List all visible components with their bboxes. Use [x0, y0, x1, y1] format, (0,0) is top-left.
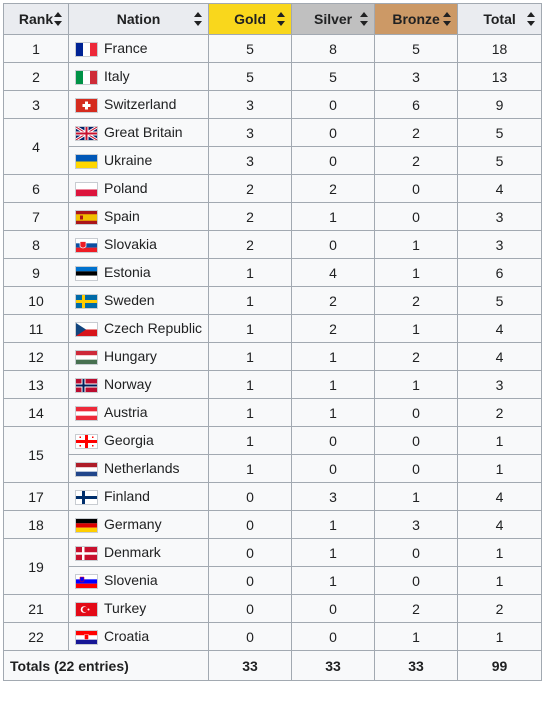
gold-cell: 0: [209, 595, 292, 623]
silver-cell: 2: [292, 287, 375, 315]
bronze-cell: 0: [375, 567, 458, 595]
bronze-cell: 3: [375, 63, 458, 91]
rank-cell: 13: [4, 371, 69, 399]
table-row: [4, 287, 542, 315]
bronze-cell: 1: [375, 231, 458, 259]
silver-cell: 1: [292, 539, 375, 567]
silver-column-header[interactable]: [292, 4, 375, 35]
nation-cell: [69, 595, 209, 623]
nation-link[interactable]: Hungary: [104, 348, 157, 365]
nation-link[interactable]: Turkey: [104, 600, 147, 617]
rank-cell: 7: [4, 203, 69, 231]
bronze-column-header[interactable]: [375, 4, 458, 35]
nation-link[interactable]: Poland: [104, 180, 148, 197]
silver-cell: 3: [292, 483, 375, 511]
total-cell: 2: [458, 595, 542, 623]
nation-cell: [69, 315, 209, 343]
germany-flag-icon: [75, 518, 98, 533]
nation-cell: [69, 343, 209, 371]
silver-cell: 4: [292, 259, 375, 287]
total-cell: 3: [458, 371, 542, 399]
bronze-cell: 6: [375, 91, 458, 119]
nation-link[interactable]: Italy: [104, 68, 130, 85]
totals-silver: 33: [292, 651, 375, 681]
nation-link[interactable]: Croatia: [104, 628, 150, 645]
silver-cell: 0: [292, 231, 375, 259]
bronze-cell: 2: [375, 287, 458, 315]
rank-cell: 4: [4, 119, 69, 175]
silver-cell: 1: [292, 567, 375, 595]
sort-icon[interactable]: [277, 12, 285, 26]
italy-flag-icon: [75, 70, 98, 85]
poland-flag-icon: [75, 182, 98, 197]
silver-cell: 0: [292, 119, 375, 147]
medal-table: [3, 3, 542, 681]
total-cell: 5: [458, 119, 542, 147]
nation-cell: [69, 483, 209, 511]
table-row: [4, 455, 542, 483]
rank-cell: 15: [4, 427, 69, 483]
table-row: [4, 147, 542, 175]
nation-cell: [69, 147, 209, 175]
nation-cell: [69, 287, 209, 315]
rank-cell: 18: [4, 511, 69, 539]
rank-cell: 11: [4, 315, 69, 343]
bronze-cell: 0: [375, 203, 458, 231]
gold-cell: 0: [209, 623, 292, 651]
rank-cell: 12: [4, 343, 69, 371]
gold-cell: 2: [209, 231, 292, 259]
gold-cell: 5: [209, 35, 292, 63]
rank-cell: 3: [4, 91, 69, 119]
table-row: [4, 315, 542, 343]
gold-cell: 1: [209, 287, 292, 315]
gold-cell: 3: [209, 91, 292, 119]
gold-column-header[interactable]: [209, 4, 292, 35]
nation-cell: [69, 539, 209, 567]
nation-link[interactable]: Spain: [104, 208, 140, 225]
total-cell: 4: [458, 315, 542, 343]
croatia-flag-icon: [75, 630, 98, 645]
rank-cell: 19: [4, 539, 69, 595]
nation-column-header[interactable]: [69, 4, 209, 35]
spain-flag-icon: [75, 210, 98, 225]
nation-cell: [69, 427, 209, 455]
totals-gold: 33: [209, 651, 292, 681]
total-cell: 18: [458, 35, 542, 63]
georgia-flag-icon: [75, 434, 98, 449]
nation-cell: [69, 371, 209, 399]
gold-cell: 1: [209, 371, 292, 399]
total-cell: 2: [458, 399, 542, 427]
turkey-flag-icon: [75, 602, 98, 617]
bronze-cell: 1: [375, 259, 458, 287]
table-row: [4, 511, 542, 539]
rank-cell: 6: [4, 175, 69, 203]
silver-cell: 1: [292, 203, 375, 231]
table-row: [4, 119, 542, 147]
total-cell: 1: [458, 623, 542, 651]
bronze-cell: 2: [375, 119, 458, 147]
silver-cell: 0: [292, 147, 375, 175]
total-cell: 5: [458, 287, 542, 315]
table-row: [4, 91, 542, 119]
bronze-cell: 0: [375, 427, 458, 455]
silver-cell: 0: [292, 623, 375, 651]
sort-icon[interactable]: [527, 12, 535, 26]
estonia-flag-icon: [75, 266, 98, 281]
table-row: [4, 399, 542, 427]
rank-cell: 10: [4, 287, 69, 315]
silver-cell: 0: [292, 455, 375, 483]
total-header-label: Total: [483, 11, 516, 27]
total-cell: 3: [458, 231, 542, 259]
silver-cell: 1: [292, 511, 375, 539]
silver-cell: 1: [292, 399, 375, 427]
table-row: [4, 483, 542, 511]
nation-link[interactable]: Estonia: [104, 264, 151, 281]
sort-icon[interactable]: [443, 12, 451, 26]
silver-cell: 0: [292, 595, 375, 623]
table-row: [4, 539, 542, 567]
gold-cell: 0: [209, 511, 292, 539]
france-flag-icon: [75, 42, 98, 57]
totals-bronze: 33: [375, 651, 458, 681]
total-cell: 4: [458, 175, 542, 203]
slovenia-flag-icon: [75, 574, 98, 589]
gold-cell: 3: [209, 119, 292, 147]
gold-cell: 5: [209, 63, 292, 91]
gold-cell: 2: [209, 175, 292, 203]
bronze-cell: 3: [375, 511, 458, 539]
table-row: [4, 175, 542, 203]
gold-header-label: Gold: [234, 11, 266, 27]
table-row: [4, 231, 542, 259]
rank-cell: 14: [4, 399, 69, 427]
total-cell: 1: [458, 427, 542, 455]
slovakia-flag-icon: [75, 238, 98, 253]
silver-cell: 2: [292, 175, 375, 203]
nation-link[interactable]: Slovenia: [104, 572, 158, 589]
total-cell: 5: [458, 147, 542, 175]
nation-cell: [69, 63, 209, 91]
nation-link[interactable]: Denmark: [104, 544, 161, 561]
rank-header-label: Rank: [18, 11, 54, 27]
bronze-cell: 1: [375, 371, 458, 399]
nation-cell: [69, 175, 209, 203]
denmark-flag-icon: [75, 546, 98, 561]
nation-cell: [69, 35, 209, 63]
hungary-flag-icon: [75, 350, 98, 365]
bronze-cell: 1: [375, 483, 458, 511]
total-cell: 3: [458, 203, 542, 231]
nation-link[interactable]: Austria: [104, 404, 148, 421]
silver-header-label: Silver: [313, 11, 353, 27]
sweden-flag-icon: [75, 294, 98, 309]
rank-cell: 21: [4, 595, 69, 623]
nation-link[interactable]: Finland: [104, 488, 150, 505]
bronze-cell: 5: [375, 35, 458, 63]
nation-link[interactable]: Great Britain: [104, 124, 183, 141]
netherlands-flag-icon: [75, 462, 98, 477]
total-cell: 1: [458, 567, 542, 595]
silver-cell: 8: [292, 35, 375, 63]
totals-label: Totals (22 entries): [4, 651, 209, 681]
gold-cell: 0: [209, 483, 292, 511]
nation-link[interactable]: Switzerland: [104, 96, 177, 113]
table-row: [4, 623, 542, 651]
total-cell: 1: [458, 455, 542, 483]
table-row: [4, 427, 542, 455]
bronze-cell: 2: [375, 343, 458, 371]
total-cell: 4: [458, 483, 542, 511]
nation-cell: [69, 91, 209, 119]
total-cell: 4: [458, 511, 542, 539]
austria-flag-icon: [75, 406, 98, 421]
table-row: [4, 595, 542, 623]
nation-cell: [69, 399, 209, 427]
nation-link[interactable]: Czech Republic: [104, 320, 203, 337]
nation-cell: [69, 511, 209, 539]
table-row: [4, 35, 542, 63]
silver-cell: 1: [292, 371, 375, 399]
silver-cell: 1: [292, 343, 375, 371]
ukraine-flag-icon: [75, 154, 98, 169]
czech-republic-flag-icon: [75, 322, 98, 337]
gold-cell: 1: [209, 399, 292, 427]
nation-link[interactable]: Netherlands: [104, 460, 180, 477]
nation-link[interactable]: Sweden: [104, 292, 155, 309]
bronze-cell: 0: [375, 539, 458, 567]
switzerland-flag-icon: [75, 98, 98, 113]
norway-flag-icon: [75, 378, 98, 393]
rank-cell: 2: [4, 63, 69, 91]
sort-icon[interactable]: [54, 12, 62, 26]
nation-link[interactable]: Georgia: [104, 432, 154, 449]
nation-link[interactable]: Germany: [104, 516, 162, 533]
gold-cell: 1: [209, 455, 292, 483]
table-row: [4, 343, 542, 371]
silver-cell: 5: [292, 63, 375, 91]
total-cell: 13: [458, 63, 542, 91]
silver-cell: 0: [292, 91, 375, 119]
total-cell: 1: [458, 539, 542, 567]
nation-cell: [69, 119, 209, 147]
gold-cell: 3: [209, 147, 292, 175]
table-row: [4, 259, 542, 287]
gold-cell: 2: [209, 203, 292, 231]
nation-cell: [69, 455, 209, 483]
silver-cell: 0: [292, 427, 375, 455]
gold-cell: 0: [209, 539, 292, 567]
rank-cell: 1: [4, 35, 69, 63]
nation-cell: [69, 623, 209, 651]
totals-total: 99: [458, 651, 542, 681]
table-row: [4, 567, 542, 595]
total-cell: 9: [458, 91, 542, 119]
bronze-cell: 2: [375, 147, 458, 175]
total-cell: 4: [458, 343, 542, 371]
bronze-cell: 2: [375, 595, 458, 623]
nation-header-label: Nation: [116, 11, 161, 27]
finland-flag-icon: [75, 490, 98, 505]
gold-cell: 1: [209, 343, 292, 371]
table-row: [4, 371, 542, 399]
header-row: [4, 4, 542, 35]
gold-cell: 0: [209, 567, 292, 595]
total-cell: 6: [458, 259, 542, 287]
bronze-header-label: Bronze: [392, 11, 440, 27]
bronze-cell: 0: [375, 399, 458, 427]
nation-cell: [69, 231, 209, 259]
bronze-cell: 1: [375, 315, 458, 343]
table-row: [4, 63, 542, 91]
great-britain-flag-icon: [75, 126, 98, 141]
silver-cell: 2: [292, 315, 375, 343]
rank-column-header[interactable]: [4, 4, 69, 35]
nation-cell: [69, 567, 209, 595]
rank-cell: 9: [4, 259, 69, 287]
nation-cell: [69, 259, 209, 287]
table-row: [4, 203, 542, 231]
bronze-cell: 0: [375, 175, 458, 203]
nation-link[interactable]: Slovakia: [104, 236, 157, 253]
nation-link[interactable]: France: [104, 40, 148, 57]
total-column-header[interactable]: [458, 4, 542, 35]
bronze-cell: 1: [375, 623, 458, 651]
totals-row: [4, 651, 542, 681]
rank-cell: 17: [4, 483, 69, 511]
rank-cell: 8: [4, 231, 69, 259]
nation-cell: [69, 203, 209, 231]
nation-link[interactable]: Norway: [104, 376, 152, 393]
gold-cell: 1: [209, 259, 292, 287]
nation-link[interactable]: Ukraine: [104, 152, 153, 169]
rank-cell: 22: [4, 623, 69, 651]
bronze-cell: 0: [375, 455, 458, 483]
gold-cell: 1: [209, 427, 292, 455]
sort-icon[interactable]: [194, 12, 202, 26]
sort-icon[interactable]: [360, 12, 368, 26]
gold-cell: 1: [209, 315, 292, 343]
